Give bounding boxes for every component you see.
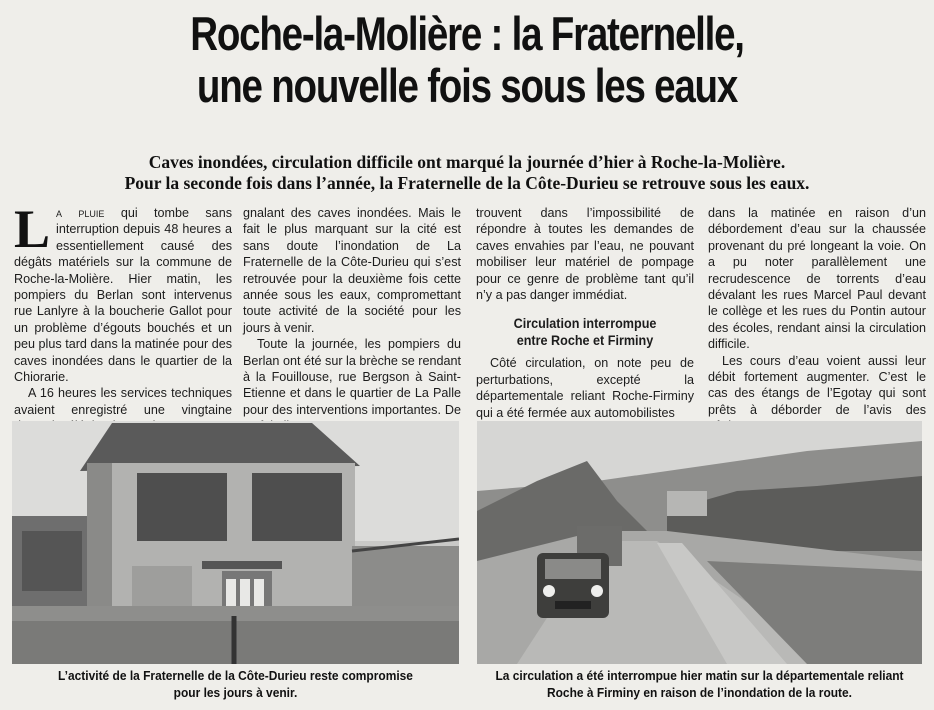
paragraph: Les cours d’eau voient aussi leur débit fortement augmenter. C’est le cas des étangs de l’Egotay qui sont prêts à déborder de l’avis des: [708, 353, 926, 417]
headline: [84, 8, 850, 112]
caption-line-2: Roche à Firminy en raison de l’inondation de la route.: [546, 685, 853, 700]
headline-line-2: une nouvelle fois sous les eaux: [196, 59, 738, 112]
paragraph-text: qui tombe sans interruption depuis 48 heures a essentiellement causé des dégâts matériels sur la commune de Roche-la-Molière. Hier matin, les pompiers du Berlan sont intervenus rue Lanlyre à la boucherie Gallot pour un problème d’égouts bouchés et un peu plus tard dans la matinée pour des caves inondées dans le quartier de la Chiorarie.: [14, 206, 232, 385]
subheading-line-1: Circulation interrompue: [513, 315, 657, 332]
caption-line-2: pour les jours à venir.: [173, 685, 298, 700]
caption-line-1: La circulation a été interrompue hier matin sur la départementale reliant: [495, 668, 904, 683]
paragraph: Côté circulation, on note peu de perturbations, excepté la départementale reliant Roche-Firminy qui a été fermée aux automobilistes: [476, 356, 694, 420]
left-photo-caption: [30, 667, 441, 701]
subheading-line-2: entre Roche et Firminy: [516, 332, 654, 349]
drop-cap: L: [14, 199, 51, 259]
headline-line-1: Roche-la-Molière : la Fraternelle,: [190, 7, 744, 60]
flooded-road-photo: [477, 421, 922, 664]
article-column-1: [14, 199, 232, 435]
paragraph: A 16 heures les services techniques avaient enregistré une vingtaine: [14, 386, 232, 417]
flooded-road-image: [477, 421, 922, 664]
right-photo-caption: [495, 667, 904, 701]
deck: [0, 152, 934, 194]
article-column-2: [243, 205, 461, 435]
article-column-4: [708, 205, 926, 435]
article-column-3: [476, 205, 694, 421]
paragraph: [14, 199, 232, 385]
deck-line-1: Caves inondées, circulation difficile ont marqué la journée d’hier à Roche-la-Molière.: [148, 152, 786, 172]
caption-line-1: L’activité de la Fraternelle de la Côte-Durieu reste compromise: [58, 668, 413, 683]
lead-words: a pluie: [56, 206, 105, 220]
subheading: [487, 315, 683, 349]
deck-line-2: Pour la seconde fois dans l’année, la Fraternelle de la Côte-Durieu se retrouve sous les eaux.: [124, 173, 810, 193]
flooded-building-image: [12, 421, 459, 664]
paragraph: trouvent dans l’impossibilité de répondre à toutes les demandes de caves envahies par l’eau, ne pouvant mobiliser leur matériel de pompage pour ce genre de problème tant qu’il n’y a pas danger immédiat.: [476, 206, 694, 303]
paragraph: Toute la journée, les pompiers du Berlan ont été sur la brèche se rendant à la Fouillouse, rue Bergson à Saint-Etienne et dans le quartier de La Palle pour des interventions importantes. De: [243, 337, 461, 417]
paragraph: dans la matinée en raison d’un débordement d’eau sur la chaussée provenant du pré longeant la voie. On a pu noter parallèlement une recrudescence de torrents d’eau dévalant les rues Marcel Paul devant le collège et les rues du Pontin autour des écoles, rendant ainsi la circulation difficile.: [708, 206, 926, 352]
paragraph: gnalant des caves inondées. Mais le fait le plus marquant sur la cité est sans doute l’inondation de La Fraternelle de la Côte-Durieu qui s’est retrouvée pour la deuxième fois cette année sous les eaux, compromettant toute activité de la société pour les jours à venir.: [243, 206, 461, 335]
flooded-building-photo: [12, 421, 459, 664]
